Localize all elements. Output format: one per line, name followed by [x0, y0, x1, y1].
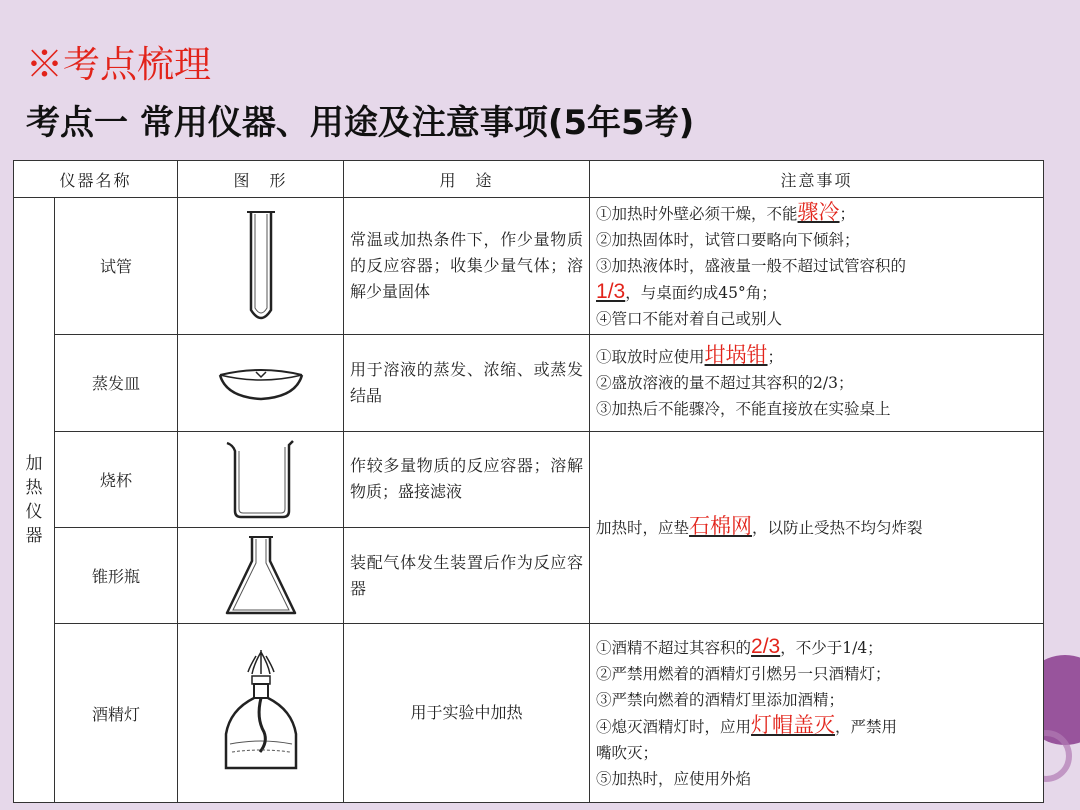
- table-header-row: [14, 161, 1044, 198]
- category-cell: [14, 198, 55, 803]
- evaporating-dish-icon: [216, 363, 306, 403]
- category-label: 加热仪器: [25, 454, 43, 547]
- answer-blank: 1/3: [596, 279, 626, 303]
- beaker-icon: [221, 437, 301, 521]
- answer-blank: 2/3: [751, 635, 781, 659]
- answer-blank: 骤冷: [797, 200, 840, 224]
- usage-text: 用于溶液的蒸发、浓缩、或蒸发结晶: [344, 334, 590, 431]
- figure-cell: [178, 198, 344, 334]
- instrument-name: 酒精灯: [55, 624, 178, 803]
- answer-blank: 坩埚钳: [704, 344, 768, 368]
- figure-cell: [178, 624, 344, 803]
- note-text: ②盛放溶液的量不超过其容积的2/3；: [596, 374, 854, 393]
- topic-subtitle: 考点一 常用仪器、用途及注意事项(5年5考): [26, 103, 695, 143]
- column-header: 注意事项: [590, 161, 1044, 198]
- note-text: ①酒精不超过其容积的: [596, 639, 752, 658]
- answer-blank: 石棉网: [689, 515, 753, 539]
- test-tube-icon: [241, 206, 281, 326]
- note-text: ④熄灭酒精灯时，应用: [596, 718, 752, 737]
- note-text: ②加热固体时，试管口要略向下倾斜；: [596, 230, 860, 249]
- table-row: [14, 624, 1044, 803]
- instrument-name: 烧杯: [55, 431, 178, 527]
- note-text: ，以防止受热不均匀炸裂: [752, 519, 923, 538]
- figure-cell: [178, 431, 344, 527]
- usage-text: 作较多量物质的反应容器；溶解物质；盛接滤液: [344, 431, 590, 527]
- note-text: 加热时，应垫: [596, 519, 690, 538]
- note-text: ⑤加热时，应使用外焰: [596, 770, 752, 789]
- note-text: ；: [767, 348, 784, 367]
- notes-cell: [590, 198, 1044, 334]
- section-title: ※考点梳理: [26, 43, 211, 86]
- note-text: ，不少于1/4；: [780, 639, 883, 658]
- note-text: ，严禁用: [835, 718, 898, 737]
- notes-cell: [590, 334, 1044, 431]
- note-text: ④管口不能对着自己或别人: [596, 309, 783, 328]
- note-text: ；: [839, 204, 856, 223]
- column-header: 用 途: [344, 161, 590, 198]
- note-text: ①取放时应使用: [596, 348, 705, 367]
- notes-cell: [590, 624, 1044, 803]
- usage-text: 用于实验中加热: [344, 624, 590, 803]
- instrument-table: [13, 160, 1043, 803]
- note-text: ③加热液体时，盛液量一般不超过试管容积的: [596, 256, 907, 275]
- shared-notes-cell: [590, 431, 1044, 624]
- figure-cell: [178, 528, 344, 624]
- instrument-name: 锥形瓶: [55, 528, 178, 624]
- conical-flask-icon: [223, 533, 299, 619]
- note-text: ③加热后不能骤冷，不能直接放在实验桌上: [596, 400, 891, 419]
- column-header: 仪器名称: [14, 161, 178, 198]
- table-row: [14, 334, 1044, 431]
- column-header: 图 形: [178, 161, 344, 198]
- alcohol-lamp-icon: [216, 648, 306, 778]
- note-text: ①加热时外壁必须干燥，不能: [596, 204, 798, 223]
- figure-cell: [178, 334, 344, 431]
- usage-text: 常温或加热条件下，作少量物质的反应容器；收集少量气体；溶解少量固体: [344, 198, 590, 334]
- usage-text: 装配气体发生装置后作为反应容器: [344, 528, 590, 624]
- note-text: ②严禁用燃着的酒精灯引燃另一只酒精灯；: [596, 665, 891, 684]
- table-row: [14, 431, 1044, 527]
- table-row: [14, 198, 1044, 334]
- note-text: ③严禁向燃着的酒精灯里添加酒精；: [596, 691, 845, 710]
- answer-blank: 灯帽盖灭: [751, 714, 836, 738]
- note-text: ，与桌面约成45°角；: [625, 283, 777, 302]
- note-text: 嘴吹灭；: [596, 744, 659, 763]
- instrument-name: 蒸发皿: [55, 334, 178, 431]
- instrument-name: 试管: [55, 198, 178, 334]
